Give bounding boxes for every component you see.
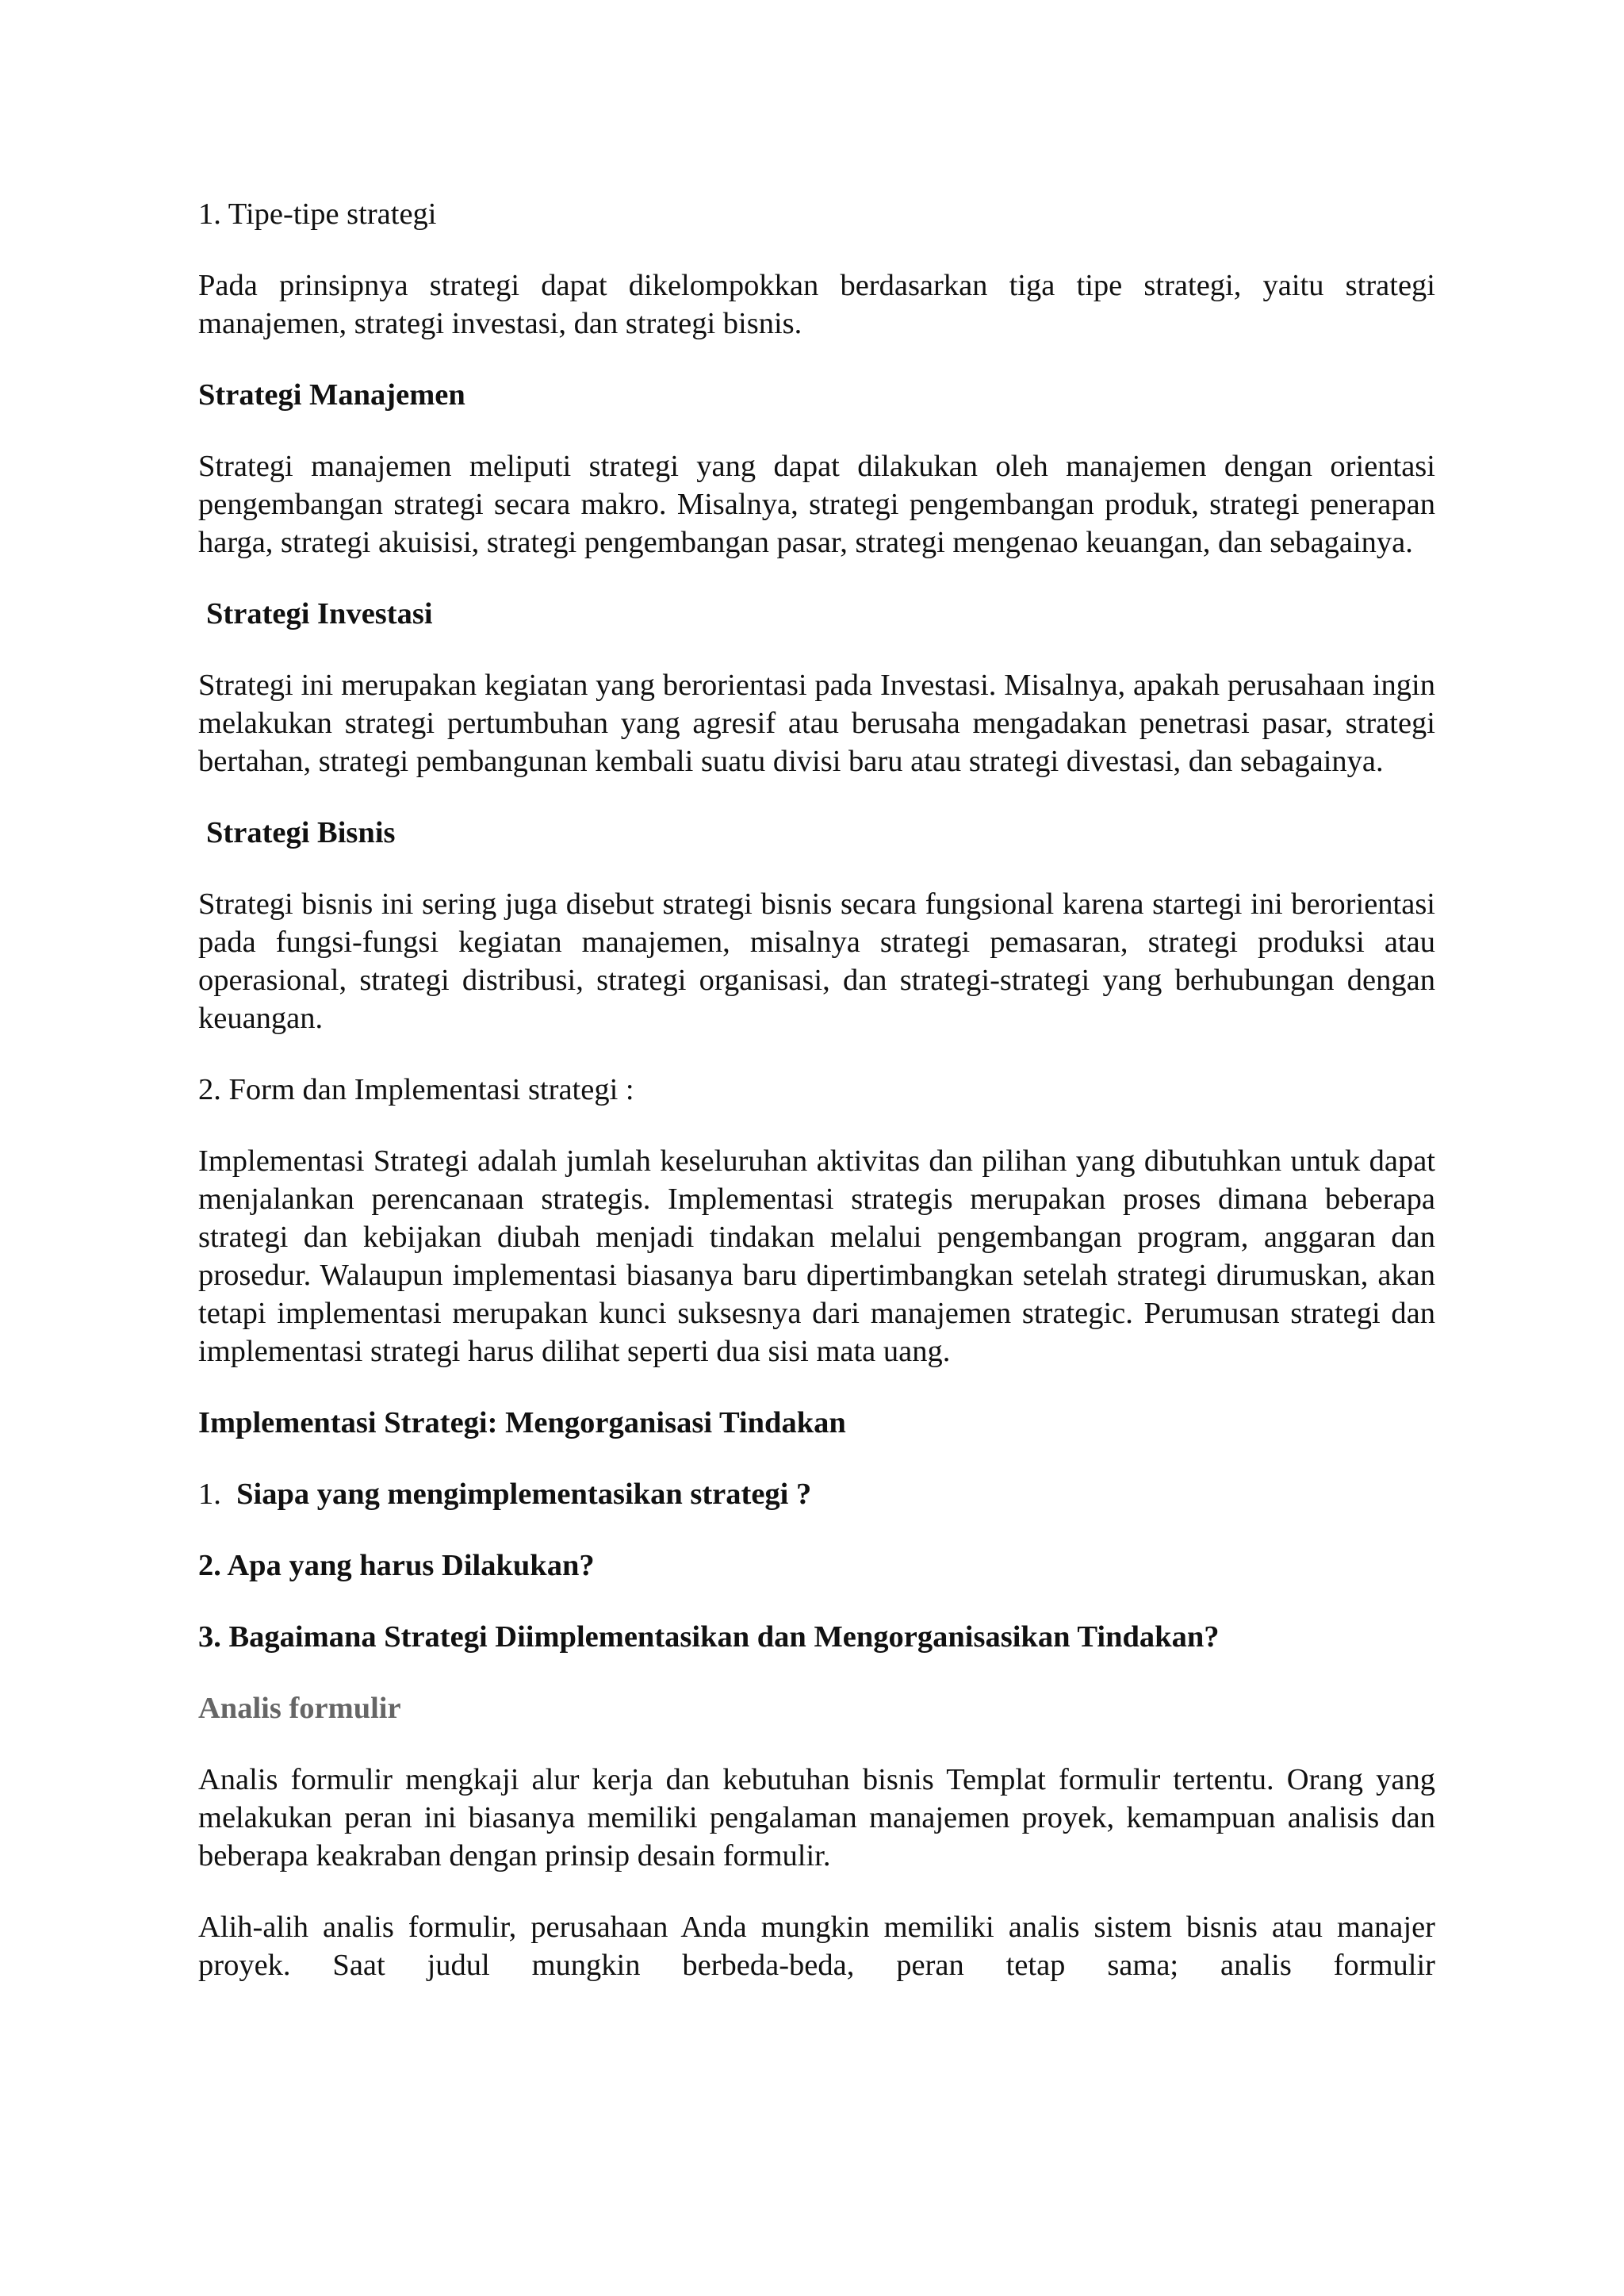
heading-strategi-bisnis: Strategi Bisnis [206, 816, 396, 849]
heading-tipe-strategi: 1. Tipe-tipe strategi [198, 197, 437, 231]
intro-paragraph: Pada prinsipnya strategi dapat dikelompokkan berdasarkan tiga tipe strategi, yaitu strategi manajemen, strategi investasi, dan strategi bisnis. [198, 269, 1435, 340]
document-page [198, 195, 1435, 1984]
heading-strategi-investasi: Strategi Investasi [206, 597, 433, 631]
paragraph-analis-formulir-2: Alih-alih analis formulir, perusahaan Anda mungkin memiliki analis sistem bisnis atau manajer proyek. Saat judul mungkin berbeda-beda, peran tetap sama; analis formulir [198, 1911, 1435, 1982]
paragraph-implementasi-strategi: Implementasi Strategi adalah jumlah keseluruhan aktivitas dan pilihan yang dibutuhkan untuk dapat menjalankan perencanaan strategis. Implementasi strategis merupakan proses dimana beberapa strategi dan kebijakan diubah menjadi tindakan melalui pengembangan program, anggaran dan prosedur. Walaupun implementasi biasanya baru dipertimbangkan setelah strategi dirumuskan, akan tetapi implementasi merupakan kunci suksesnya dari manajemen strategic. Perumusan strategi dan implementasi strategi harus dilihat seperti dua sisi mata uang. [198, 1144, 1435, 1368]
paragraph-strategi-investasi: Strategi ini merupakan kegiatan yang berorientasi pada Investasi. Misalnya, apakah perusahaan ingin melakukan strategi pertumbuhan yang agresif atau berusaha mengadakan penetrasi pasar, strategi bertahan, strategi pembangunan kembali suatu divisi baru atau strategi divestasi, dan sebagainya. [198, 669, 1435, 778]
question-1-text: Siapa yang mengimplementasikan strategi ? [236, 1478, 812, 1511]
question-1-number: 1. [198, 1478, 221, 1511]
heading-analis-formulir: Analis formulir [198, 1692, 401, 1725]
heading-mengorganisasi-tindakan: Implementasi Strategi: Mengorganisasi Tindakan [198, 1406, 846, 1439]
paragraph-strategi-bisnis: Strategi bisnis ini sering juga disebut strategi bisnis secara fungsional karena startegi ini berorientasi pada fungsi-fungsi kegiatan manajemen, misalnya strategi pemasaran, strategi produksi atau operasional, strategi distribusi, strategi organisasi, dan strategi-strategi yang berhubungan dengan keuangan. [198, 887, 1435, 1035]
heading-form-implementasi: 2. Form dan Implementasi strategi : [198, 1073, 634, 1106]
question-3: 3. Bagaimana Strategi Diimplementasikan dan Mengorganisasikan Tindakan? [198, 1620, 1220, 1654]
question-1 [198, 1475, 1435, 1513]
paragraph-strategi-manajemen: Strategi manajemen meliputi strategi yang dapat dilakukan oleh manajemen dengan orientasi pengembangan strategi secara makro. Misalnya, strategi pengembangan produk, strategi penerapan harga, strategi akuisisi, strategi pengembangan pasar, strategi mengenao keuangan, dan sebagainya. [198, 450, 1435, 559]
question-2: 2. Apa yang harus Dilakukan? [198, 1549, 595, 1582]
paragraph-analis-formulir-1: Analis formulir mengkaji alur kerja dan kebutuhan bisnis Templat formulir tertentu. Orang yang melakukan peran ini biasanya memiliki pengalaman manajemen proyek, kemampuan analisis dan beberapa keakraban dengan prinsip desain formulir. [198, 1763, 1435, 1872]
heading-strategi-manajemen: Strategi Manajemen [198, 378, 465, 412]
